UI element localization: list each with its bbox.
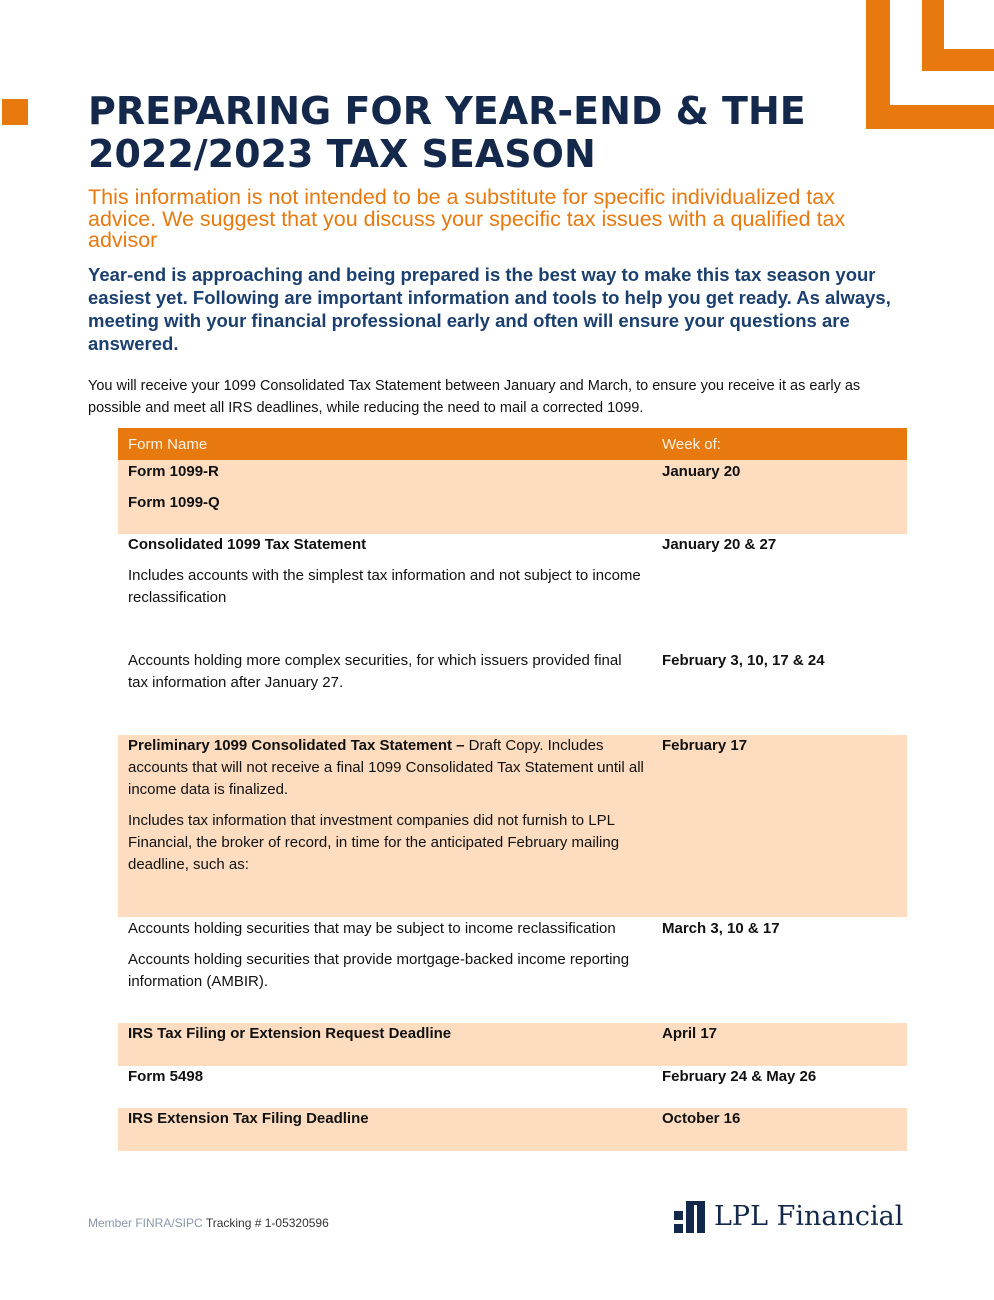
form-description: Includes accounts with the simplest tax information and not subject to income reclassification xyxy=(128,567,641,606)
table-row xyxy=(118,460,907,534)
title-line-1: PREPARING FOR YEAR-END & THE xyxy=(88,89,806,133)
form-name: Form 5498 xyxy=(128,1068,204,1085)
tax-form-schedule-table xyxy=(118,428,907,1151)
disclaimer-text: This information is not intended to be a substitute for specific individualized tax advice. We suggest that you discuss your specific tax issues with a qualified tax advisor xyxy=(88,185,846,252)
lpl-logo-mark-icon xyxy=(674,1201,706,1233)
form-name: Consolidated 1099 Tax Statement xyxy=(128,536,367,553)
form-description-rest: Draft Copy. Includes accounts that will not receive a final 1099 Consolidated Tax Statement until all income data is finalized. xyxy=(128,737,644,798)
member-text: Member FINRA/SIPC xyxy=(88,1216,203,1230)
logo-wordmark: LPL Financial xyxy=(714,1201,904,1232)
form-name: Form 1099-R xyxy=(128,463,219,480)
form-description: Includes tax information that investment companies did not furnish to LPL Financial, the broker of record, in time for the anticipated February mailing deadline, such as: xyxy=(128,812,620,873)
orange-corner-decoration xyxy=(866,0,994,129)
week-of-date: February 17 xyxy=(652,735,907,917)
column-header-form-name: Form Name xyxy=(118,428,652,460)
table-row xyxy=(118,1023,907,1066)
orange-square-decoration xyxy=(2,99,28,125)
table-header-row xyxy=(118,428,907,460)
form-description: Accounts holding securities that may be subject to income reclassification xyxy=(128,920,616,937)
form-name: IRS Tax Filing or Extension Request Deadline xyxy=(118,1023,652,1066)
title-line-2: 2022/2023 TAX SEASON xyxy=(88,132,596,176)
table-row xyxy=(118,534,907,650)
week-of-date: January 20 xyxy=(652,460,907,534)
table-row xyxy=(118,1066,907,1108)
intro-text: Year-end is approaching and being prepared is the best way to make this tax season your easiest yet. Following are important information and tools to help you get ready. As always, meeting with your financial professional early and often will ensure your questions are answered. xyxy=(88,264,891,354)
footer-legal xyxy=(88,1216,329,1230)
table-row xyxy=(118,1108,907,1151)
form-description xyxy=(128,735,644,801)
week-of-date: March 3, 10 & 17 xyxy=(662,920,780,937)
body-text: You will receive your 1099 Consolidated Tax Statement between January and March, to ensure you receive it as early as possible and meet all IRS deadlines, while reducing the need to mail a corrected 1099. xyxy=(88,378,861,416)
week-of-date: April 17 xyxy=(652,1023,907,1066)
week-of-date: February 3, 10, 17 & 24 xyxy=(662,652,825,669)
table-row xyxy=(118,650,907,735)
week-of-date: January 20 & 27 xyxy=(662,536,777,553)
table-row xyxy=(118,917,907,1023)
tracking-number: Tracking # 1-05320596 xyxy=(205,1216,329,1230)
form-name: Form 1099-Q xyxy=(128,494,220,511)
table-row xyxy=(118,735,907,917)
form-description: Accounts holding securities that provide mortgage-backed income reporting information (AMBIR). xyxy=(128,951,630,990)
week-of-date: October 16 xyxy=(652,1108,907,1151)
form-description: Accounts holding more complex securities, for which issuers provided final tax information after January 27. xyxy=(128,652,622,691)
form-name: IRS Extension Tax Filing Deadline xyxy=(118,1108,652,1151)
page-title xyxy=(88,90,848,176)
week-of-date: February 24 & May 26 xyxy=(662,1068,817,1085)
lpl-financial-logo xyxy=(674,1199,914,1235)
form-name: Preliminary 1099 Consolidated Tax Statement – xyxy=(128,737,465,754)
column-header-week-of: Week of: xyxy=(652,428,907,460)
